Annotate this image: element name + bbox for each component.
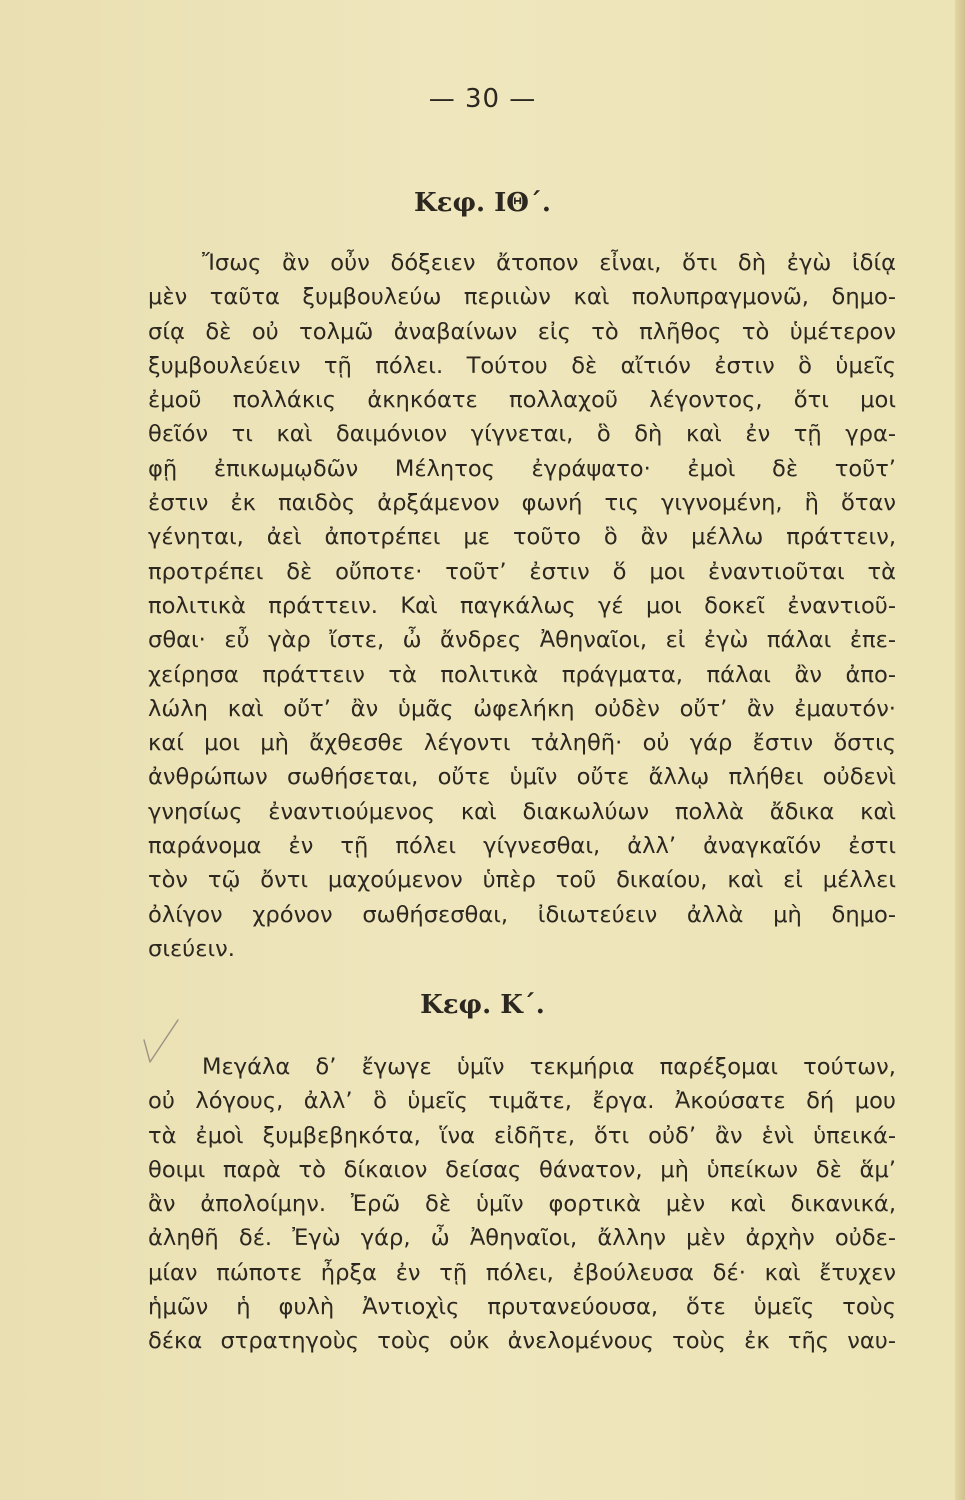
- text-line: λώλη καὶ οὔτ’ ἂν ὑμᾶς ὠφελήκη οὐδὲν οὔτ’ ἂν ἐμαυτόν·: [148, 695, 896, 722]
- text-line: σιεύειν.: [148, 935, 235, 962]
- text-line: γνησίως ἐναντιούμενος καὶ διακωλύων πολλὰ ἄδικα καὶ: [148, 798, 896, 825]
- text-line: γένηται, ἀεὶ ἀποτρέπει με τοῦτο ὃ ἂν μέλλω πράττειν,: [148, 524, 896, 551]
- page-number: — 30 —: [428, 84, 537, 114]
- text-line: μὲν ταῦτα ξυμβουλεύω περιιὼν καὶ πολυπραγμονῶ, δημο-: [148, 284, 896, 311]
- text-line: πολιτικὰ πράττειν. Καὶ παγκάλως γέ μοι δοκεῖ ἐναντιοῦ-: [148, 592, 896, 619]
- page-edge: [955, 0, 965, 1500]
- chapter-20-text: [148, 1050, 896, 1359]
- text-line: θοιμι παρὰ τὸ δίκαιον δείσας θάνατον, μὴ ὑπείκων δὲ ἅμ’: [148, 1156, 896, 1183]
- text-line: Μεγάλα δ’ ἔγωγε ὑμῖν τεκμήρια παρέξομαι τούτων,: [202, 1054, 896, 1080]
- text-line: θεῖόν τι καὶ δαιμόνιον γίγνεται, ὃ δὴ καὶ ἐν τῇ γρα-: [148, 421, 896, 448]
- text-line: παράνομα ἐν τῇ πόλει γίγνεσθαι, ἀλλ’ ἀναγκαῖόν ἐστι: [148, 833, 896, 860]
- text-line: τὰ ἐμοὶ ξυμβεβηκότα, ἵνα εἰδῆτε, ὅτι οὐδ’ ἂν ἑνὶ ὑπεικά-: [148, 1122, 896, 1149]
- text-line: προτρέπει δὲ οὔποτε· τοῦτ’ ἐστιν ὅ μοι ἐναντιοῦται τὰ: [148, 558, 896, 585]
- chapter-heading-19: Κεφ. ΙΘ΄.: [414, 188, 551, 218]
- text-line: μίαν πώποτε ἦρξα ἐν τῇ πόλει, ἐβούλευσα δέ· καὶ ἔτυχεν: [148, 1259, 896, 1286]
- text-line: χείρησα πράττειν τὰ πολιτικὰ πράγματα, πάλαι ἂν ἀπο-: [148, 661, 896, 688]
- text-line: Ἴσως ἂν οὖν δόξειεν ἄτοπον εἶναι, ὅτι δὴ ἐγὼ ἰδίᾳ: [202, 250, 896, 276]
- text-line: ἡμῶν ἡ φυλὴ Ἀντιοχὶς πρυτανεύουσα, ὅτε ὑμεῖς τοὺς: [148, 1294, 896, 1321]
- text-line: φῇ ἐπικωμῳδῶν Μέλητος ἐγράψατο· ἐμοὶ δὲ τοῦτ’: [148, 455, 896, 482]
- chapter-heading-20: Κεφ. Κ΄.: [420, 990, 545, 1020]
- text-line: οὐ λόγους, ἀλλ’ ὃ ὑμεῖς τιμᾶτε, ἔργα. Ἀκούσατε δή μου: [148, 1088, 896, 1115]
- text-line: ἂν ἀπολοίμην. Ἐρῶ δὲ ὑμῖν φορτικὰ μὲν καὶ δικανικά,: [148, 1191, 896, 1218]
- text-line: δέκα στρατηγοὺς τοὺς οὐκ ἀνελομένους τοὺς ἐκ τῆς ναυ-: [148, 1328, 896, 1355]
- text-line: ἀληθῆ δέ. Ἐγὼ γάρ, ὦ Ἀθηναῖοι, ἄλλην μὲν ἀρχὴν οὐδε-: [148, 1225, 896, 1252]
- text-line: σθαι· εὖ γὰρ ἴστε, ὦ ἄνδρες Ἀθηναῖοι, εἰ ἐγὼ πάλαι ἐπε-: [148, 627, 896, 654]
- text-line: σίᾳ δὲ οὐ τολμῶ ἀναβαίνων εἰς τὸ πλῆθος τὸ ὑμέτερον: [148, 318, 896, 345]
- text-line: ξυμβουλεύειν τῇ πόλει. Τούτου δὲ αἴτιόν ἐστιν ὃ ὑμεῖς: [148, 352, 896, 379]
- text-line: τὸν τῷ ὄντι μαχούμενον ὑπὲρ τοῦ δικαίου, καὶ εἰ μέλλει: [148, 867, 896, 894]
- chapter-19-text: [148, 246, 896, 966]
- text-line: ἀνθρώπων σωθήσεται, οὔτε ὑμῖν οὔτε ἄλλῳ πλήθει οὐδενὶ: [148, 764, 896, 791]
- text-line: ἐμοῦ πολλάκις ἀκηκόατε πολλαχοῦ λέγοντος, ὅτι μοι: [148, 387, 896, 414]
- text-line: ἐστιν ἐκ παιδὸς ἀρξάμενον φωνή τις γιγνομένη, ἣ ὅταν: [148, 490, 896, 517]
- text-line: ὀλίγον χρόνον σωθήσεσθαι, ἰδιωτεύειν ἀλλὰ μὴ δημο-: [148, 901, 896, 928]
- text-line: καί μοι μὴ ἄχθεσθε λέγοντι τἀληθῆ· οὐ γάρ ἔστιν ὅστις: [148, 730, 896, 757]
